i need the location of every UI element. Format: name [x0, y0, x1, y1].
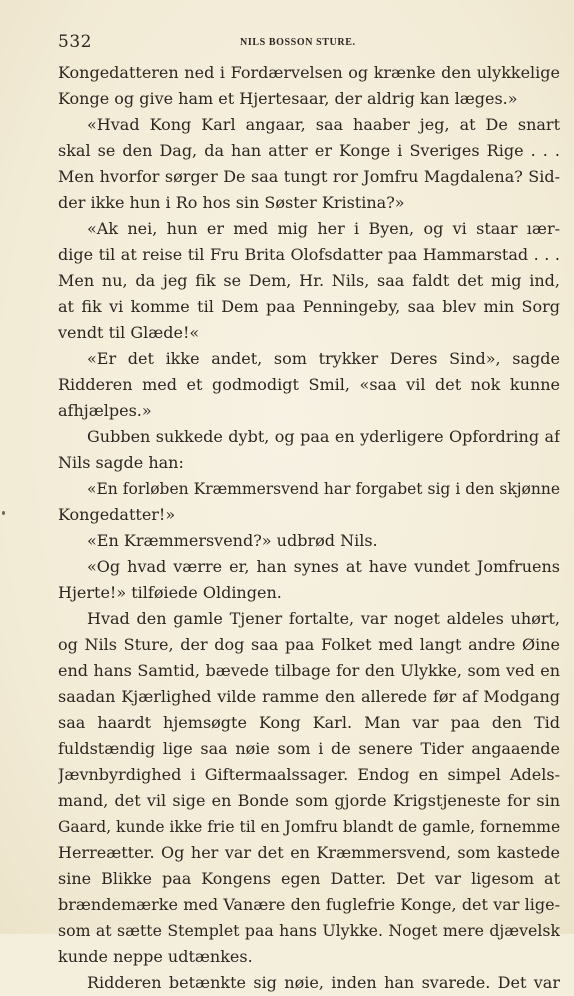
text-line: fuldstændig lige saa nøie som i de senere Tider angaaende — [58, 739, 560, 758]
text-line: Herreætter. Og her var det en Kræmmersvend, som kastede — [58, 843, 560, 862]
text-line: saa haardt hjemsøgte Kong Karl. Man var paa den Tid — [58, 713, 560, 732]
text-line: «Hvad Kong Karl angaar, saa haaber jeg, at De snart — [87, 115, 560, 134]
text-line: at fik vi komme til Dem paa Penningeby, saa blev min Sorg — [58, 297, 560, 316]
text-line: Men hvorfor sørger De saa tungt ror Jomfru Magdalena? Sid- — [58, 167, 560, 186]
text-line: kunde neppe udtænkes. — [58, 947, 253, 966]
paper-speck — [2, 511, 5, 515]
text-line: brændemærke med Vanære den fuglefrie Konge, det var lige- — [58, 895, 560, 914]
text-line: sine Blikke paa Kongens egen Datter. Det var ligesom at — [58, 869, 560, 888]
text-line: end hans Samtid, bævede tilbage for den Ulykke, som ved en — [58, 661, 560, 680]
text-line: Konge og give ham et Hjertesaar, der aldrig kan læges.» — [58, 89, 518, 108]
text-line: skal se den Dag, da han atter er Konge i Sveriges Rige . . . — [58, 141, 560, 160]
text-line: Gubben sukkede dybt, og paa en yderligere Opfordring af — [87, 427, 560, 446]
body-text — [58, 60, 560, 996]
text-line: Nils sagde han: — [58, 453, 184, 472]
text-line: Hjerte!» tilføiede Oldingen. — [58, 583, 282, 602]
page-header — [58, 32, 556, 54]
text-line: Kongedatter!» — [58, 505, 176, 524]
text-line: «Ak nei, hun er med mig her i Byen, og vi staar ıær- — [87, 219, 560, 238]
text-line: Jævnbyrdighed i Giftermaalssager. Endog en simpel Adels- — [58, 765, 560, 784]
text-line: Hvad den gamle Tjener fortalte, var noget aldeles uhørt, — [87, 609, 560, 628]
text-line: mand, det vil sige en Bonde som gjorde Krigstjeneste for sin — [58, 791, 560, 810]
text-line: vendt til Glæde!« — [58, 323, 200, 342]
text-line: Ridderen betænkte sig nøie, inden han svarede. Det var — [87, 973, 560, 992]
text-line: dige til at reise til Fru Brita Olofsdatter paa Hammarstad . . . — [58, 245, 560, 264]
text-line: «En Kræmmersvend?» udbrød Nils. — [87, 531, 378, 550]
running-head: NILS BOSSON STURE. — [240, 37, 356, 48]
text-line: som at sætte Stemplet paa hans Ulykke. Noget mere djævelsk — [58, 921, 560, 940]
text-line: afhjælpes.» — [58, 401, 152, 420]
text-line: «Og hvad værre er, han synes at have vundet Jomfruens — [87, 557, 560, 576]
text-line: saadan Kjærlighed vilde ramme den allerede før af Modgang — [58, 687, 560, 706]
text-line: der ikke hun i Ro hos sin Søster Kristina?» — [58, 193, 405, 212]
text-line: «En forløben Kræmmersvend har forgabet sig i den skjønne — [87, 480, 560, 498]
text-line: Men nu, da jeg fik se Dem, Hr. Nils, saa faldt det mig ind, — [58, 271, 560, 290]
text-line: Ridderen med et godmodigt Smil, «saa vil det nok kunne — [58, 375, 560, 394]
text-line: og Nils Sture, der dog saa paa Folket med langt andre Øine — [58, 635, 560, 654]
page-number: 532 — [58, 32, 92, 52]
text-line: Gaard, kunde ikke frie til en Jomfru blandt de gamle, fornemme — [58, 818, 560, 836]
text-line: «Er det ikke andet, som trykker Deres Sind», sagde — [87, 349, 560, 368]
text-line: Kongedatteren ned i Fordærvelsen og krænke den ulykkelige — [58, 63, 560, 82]
